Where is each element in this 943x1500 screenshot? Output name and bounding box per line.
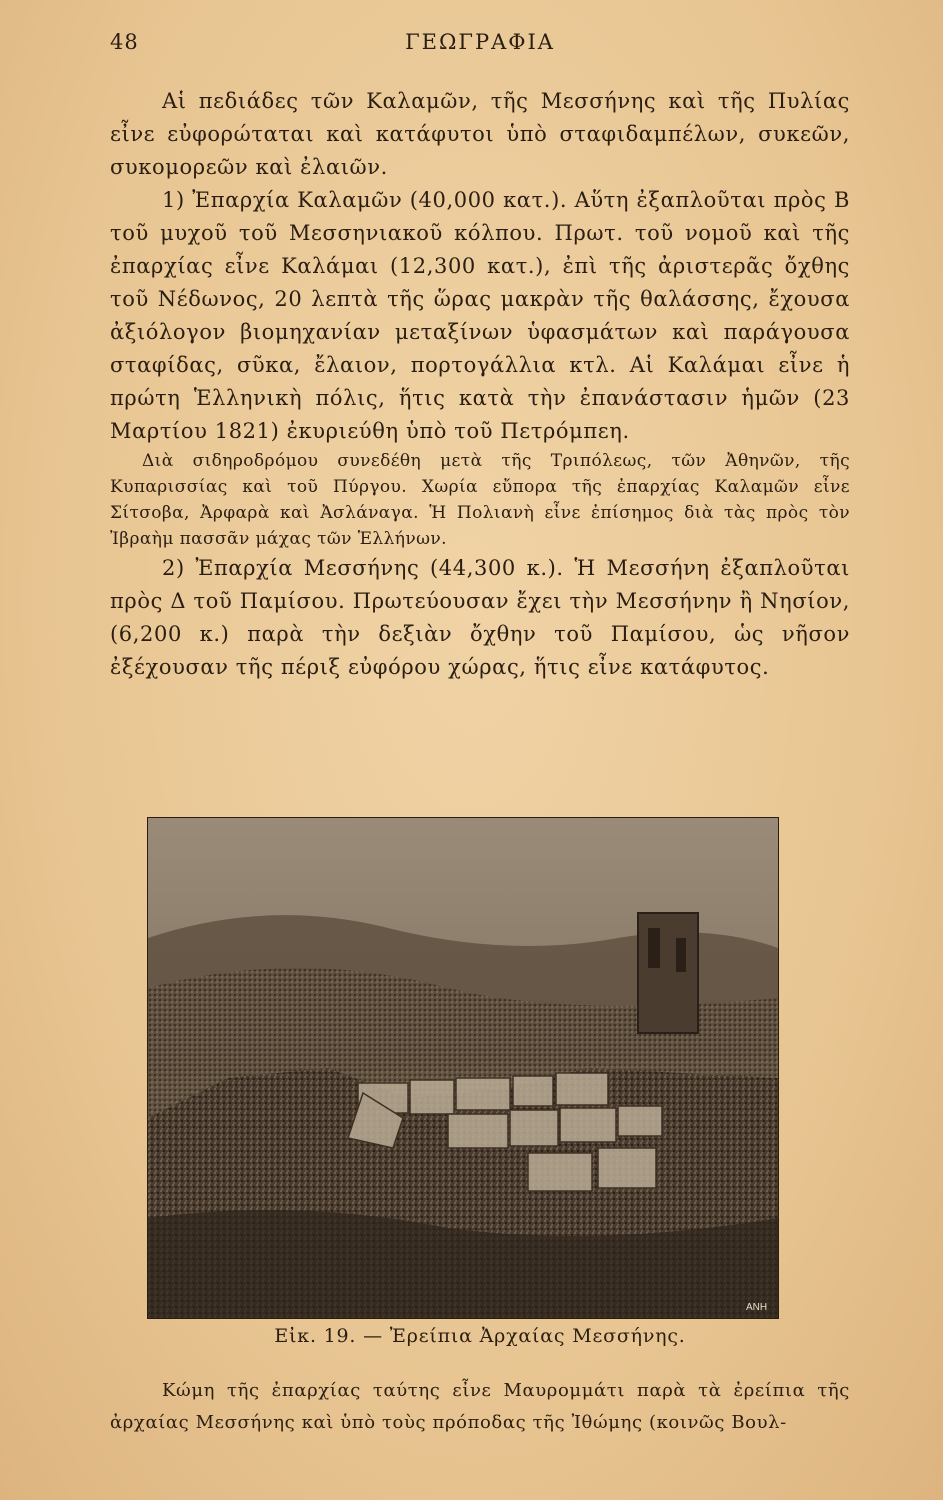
engraver-mark: ΑΝΗ [746, 1302, 768, 1313]
bottom-text [110, 1375, 850, 1439]
ruins-photograph [147, 817, 779, 1319]
page-number: 48 [110, 30, 139, 54]
paragraph-plains: Αἱ πεδιάδες τῶν Καλαμῶν, τῆς Μεσσήνης καὶ τῆς Πυλίας εἶνε εὐφορώταται καὶ κατάφυτοι ὑπὸ σταφιδαμπέλων, συκεῶν, συκομορεῶν καὶ ἐλαιῶν. [110, 89, 850, 179]
paragraph-kalamai: 1) Ἐπαρχία Καλαμῶν (40,000 κατ.). Αὕτη ἐξαπλοῦται πρὸς Β τοῦ μυχοῦ τοῦ Μεσσηνιακοῦ κόλπου. Πρωτ. τοῦ νομοῦ καὶ τῆς ἐπαρχίας εἶνε Καλάμαι (12,300 κατ.), ἐπὶ τῆς ἀριστερᾶς ὄχθης τοῦ Νέδωνος, 20 λεπτὰ τῆς ὥρας μακρὰν τῆς θαλάσσης, ἔχουσα ἀξιόλογον βιομηχανίαν μεταξίνων ὑφασμάτων καὶ παράγουσα σταφίδας, σῦκα, ἔλαιον, πορτογάλλια κτλ. Αἱ Καλάμαι εἶνε ἡ πρώτη Ἑλληνικὴ πόλις, ἥτις κατὰ τὴν ἐπανάστασιν ἡμῶν (23 Μαρτίου 1821) ἐκυριεύθη ὑπὸ τοῦ Πετρόμπεη. [110, 188, 850, 443]
paragraph-mavrommati: Κώμη τῆς ἐπαρχίας ταύτης εἶνε Μαυρομμάτι παρὰ τὰ ἐρείπια τῆς ἀρχαίας Μεσσήνης καὶ ὑπὸ τοὺς πρόποδας τῆς Ἰθώμης (κοινῶς Βουλ- [110, 1380, 850, 1433]
ruins-illustration [148, 818, 778, 1318]
figure-caption: Εἰκ. 19. — Ἐρείπια Ἀρχαίας Μεσσήνης. [274, 1325, 686, 1347]
main-text [110, 85, 850, 684]
running-title: ΓΕΩΓΡΑΦΙΑ [405, 30, 555, 54]
paragraph-messini: 2) Ἐπαρχία Μεσσήνης (44,300 κ.). Ἡ Μεσσήνη ἐξαπλοῦται πρὸς Δ τοῦ Παμίσου. Πρωτεύουσαν ἔχει τὴν Μεσσήνην ἢ Νησίον, (6,200 κ.) παρὰ τὴν δεξιὰν ὄχθην τοῦ Παμίσου, ὡς νῆσον ἐξέχουσαν τῆς πέριξ εὐφόρου χώρας, ἥτις εἶνε κατάφυτος. [110, 556, 850, 679]
paragraph-railway-note: Διὰ σιδηροδρόμου συνεδέθη μετὰ τῆς Τριπόλεως, τῶν Ἀθηνῶν, τῆς Κυπαρισσίας καὶ τοῦ Πύργου. Χωρία εὔπορα τῆς ἐπαρχίας Καλαμῶν εἶνε Σίτσοβα, Ἀρφαρὰ καὶ Ἀσλάναγα. Ἡ Πολιανὴ εἶνε ἐπίσημος διὰ τὰς πρὸς τὸν Ἰβραὴμ πασσᾶν μάχας τῶν Ἑλλήνων. [110, 451, 850, 549]
page-header [110, 30, 850, 60]
